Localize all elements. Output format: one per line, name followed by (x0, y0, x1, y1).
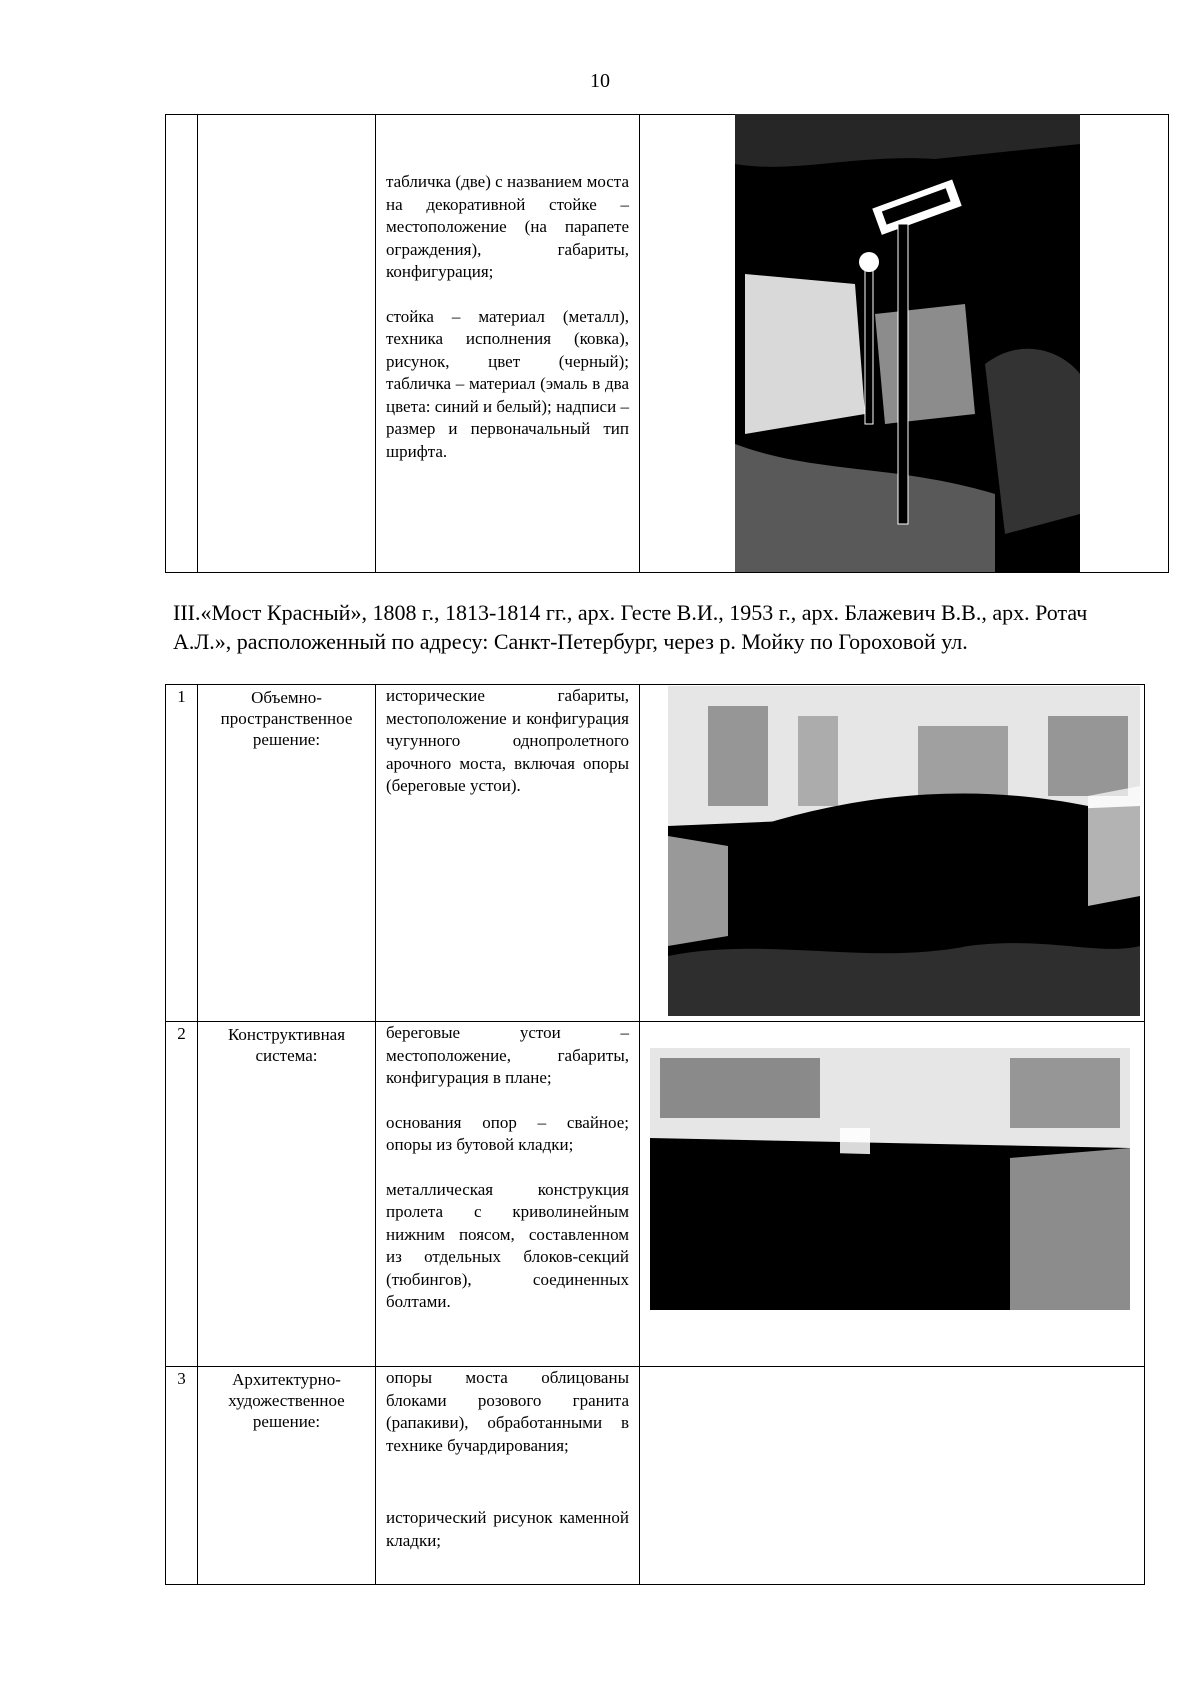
row-name: Архитектурно-художественное решение: (198, 1367, 376, 1585)
row-2-paragraph-2: основания опор – свайное; опоры из бутовой кладки; (386, 1112, 629, 1154)
row-3-photo-cell (640, 1367, 1145, 1585)
top-desc-paragraph-1: табличка (две) с названием моста на декоративной стойке – местоположение (на парапете ограждения), габариты, конфигурация; (386, 172, 629, 281)
row-1-paragraph-1: исторические габариты, местоположение и конфигурация чугунного однопролетного арочного моста, включая опоры (береговые устои). (386, 686, 629, 795)
row-description (376, 1367, 640, 1585)
row-number: 3 (166, 1367, 198, 1585)
row-description (376, 685, 640, 1022)
top-desc-cell (376, 115, 640, 573)
name-plate-photo (735, 114, 1080, 572)
row-2-paragraph-3: металлическая конструкция пролета с криволинейным нижним поясом, составленном из отдельных блоков-секций (тюбингов), соединенных болтами. (386, 1179, 629, 1311)
table-row (166, 1367, 1145, 1585)
row-number: 1 (166, 685, 198, 1022)
row-2-paragraph-1: береговые устои – местоположение, габариты, конфигурация в плане; (386, 1023, 629, 1087)
bridge-view-photo (668, 686, 1140, 1016)
row-number: 2 (166, 1022, 198, 1367)
row-description (376, 1022, 640, 1367)
top-name-cell (198, 115, 376, 573)
section-heading: III.«Мост Красный», 1808 г., 1813-1814 гг., арх. Гесте В.И., 1953 г., арх. Блажевич В.В., арх. Ротач А.Л.», расположенный по адресу: Санкт-Петербург, через р. Мойку по Гороховой ул. (173, 600, 1088, 654)
bridge-abutment-photo (650, 1048, 1130, 1310)
row-3-paragraph-2: исторический рисунок каменной кладки; (386, 1508, 629, 1550)
row-name: Конструктивная система: (198, 1022, 376, 1367)
top-desc-paragraph-2: стойка – материал (металл), техника исполнения (ковка), рисунок, цвет (черный); табличка – материал (эмаль в два цвета: синий и белый); надписи – размер и первоначальный тип шрифта. (386, 306, 629, 461)
row-3-paragraph-1: опоры моста облицованы блоками розового гранита (рапакиви), обработанными в технике бучардирования; (386, 1368, 629, 1455)
top-num-cell (166, 115, 198, 573)
row-name: Объемно-пространственное решение: (198, 685, 376, 1022)
page-number: 10 (590, 70, 610, 92)
